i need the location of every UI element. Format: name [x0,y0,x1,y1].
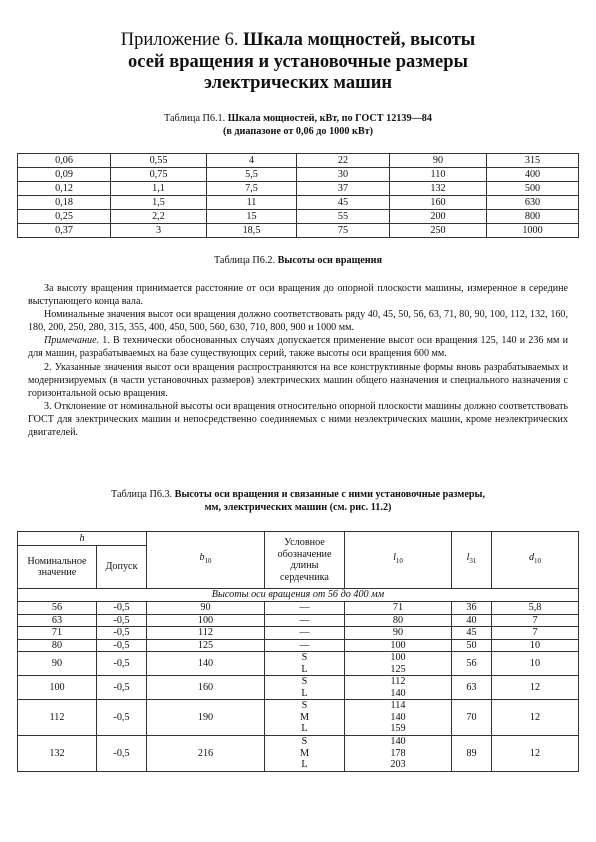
cell-b10: 216 [147,736,265,772]
header-length-designation: Условное обозначение длины сердечника [265,532,345,589]
designation-value: M [299,711,310,723]
cell-tolerance: -0,5 [97,602,147,615]
cell-length-designation [265,736,345,772]
table-cell: 0,25 [18,210,111,224]
table-cell: 11 [207,196,297,210]
cell-tolerance: -0,5 [97,627,147,640]
cell-l10 [345,700,452,736]
table-cell: 0,37 [18,224,111,238]
designation-value: L [301,663,308,675]
cell-l10 [345,736,452,772]
cell-l10 [345,602,452,615]
cell-length-designation [265,676,345,700]
mounting-dimensions-table-header [18,532,579,602]
l10-value: 140 [390,711,406,723]
cell-length-designation [265,602,345,615]
cell-length-designation [265,700,345,736]
cell-nominal-height: 80 [18,639,97,652]
cell-nominal-height: 56 [18,602,97,615]
table-row [18,639,579,652]
designation-value: — [299,639,310,651]
l10-value: 159 [390,723,406,735]
cell-d10: 10 [492,652,579,676]
table-cell: 1,1 [111,182,207,196]
table-cell: 37 [297,182,390,196]
cell-l10 [345,639,452,652]
designation-value: — [299,627,310,638]
designation-value: S [301,736,308,748]
table-row [18,224,579,238]
cell-nominal-height: 63 [18,614,97,627]
cell-tolerance: -0,5 [97,652,147,676]
l10-value: 90 [392,627,404,638]
paragraph-nominal-values: Номинальные значения высот оси вращения должно соответствовать ряду 40, 45, 50, 56, 63, 71, 80, 90, 100, 112, 132, 160, 180, 200, 250, 280, 315, 355, 400, 450, 500, 560, 630, 710, 800, 900 и 1000 мм. [28,309,568,334]
table-cell: 0,18 [18,196,111,210]
table-cell: 132 [390,182,487,196]
designation-value: L [301,759,308,771]
cell-l31: 63 [452,676,492,700]
designation-value: L [301,687,308,699]
table-row [18,652,579,676]
l10-value: 80 [392,614,404,626]
cell-b10: 140 [147,652,265,676]
cell-b10: 90 [147,602,265,615]
cell-d10: 10 [492,639,579,652]
mounting-dimensions-table-body [18,602,579,772]
heading-prefix: Приложение 6. [120,30,244,50]
cell-length-designation [265,614,345,627]
cell-l31: 45 [452,627,492,640]
l10-value: 71 [392,602,404,613]
table2-caption-prefix: Таблица П6.2. [213,255,278,266]
table-cell: 90 [390,154,487,168]
table-cell: 0,55 [111,154,207,168]
cell-b10: 160 [147,676,265,700]
cell-l10 [345,614,452,627]
table-cell: 1000 [487,224,579,238]
power-scale-table-body [18,154,579,238]
page-heading [60,30,536,95]
cell-tolerance: -0,5 [97,639,147,652]
l10-value: 203 [390,759,406,771]
designation-value: S [301,652,308,663]
table-cell: 630 [487,196,579,210]
table-cell: 15 [207,210,297,224]
table-row [18,627,579,640]
l10-value: 114 [390,700,406,712]
cell-length-designation [265,627,345,640]
power-scale-table [17,153,579,238]
cell-l31: 70 [452,700,492,736]
cell-b10: 190 [147,700,265,736]
table-row [18,614,579,627]
header-b10: $b_{10}$ [147,532,265,589]
cell-l10 [345,652,452,676]
table-cell: 5,5 [207,168,297,182]
designation-value: — [299,614,310,626]
designation-value: L [301,723,308,735]
paragraph-note-1 [28,334,568,360]
cell-nominal-height: 132 [18,736,97,772]
cell-l10 [345,676,452,700]
designation-value: S [301,700,308,712]
cell-l31: 50 [452,639,492,652]
table1-caption-title: Шкала мощностей, кВт, по ГОСТ 12139—84 [227,113,432,124]
note-label: Примечание. [44,335,100,347]
cell-l31: 36 [452,602,492,615]
cell-b10: 112 [147,627,265,640]
designation-value: S [301,676,308,687]
cell-nominal-height: 112 [18,700,97,736]
table-row [18,602,579,615]
table-row [18,196,579,210]
table-cell: 500 [487,182,579,196]
cell-nominal-height: 71 [18,627,97,640]
paragraph-note-2: 2. Указанные значения высот оси вращения распространяются на все конструктивные формы вновь разрабатываемых и модернизируемых (в части установочных размеров) электрических машин общего назначения и специального назначения с горизонтальной осью вращения. [28,361,568,399]
cell-l31: 40 [452,614,492,627]
table-row [18,210,579,224]
header-tolerance: Допуск [97,546,147,589]
table3-caption-prefix: Таблица П6.3. [110,489,175,500]
l10-value: 178 [390,747,406,759]
header-h: h [18,532,147,546]
paragraph-definition: За высоту вращения принимается расстояние от оси вращения до опорной плоскости машины, измеренное в середине выступающего конца вала. [28,283,568,308]
table-cell: 160 [390,196,487,210]
table-row [18,168,579,182]
table2-caption-title: Высоты оси вращения [277,255,383,266]
cell-nominal-height: 90 [18,652,97,676]
table-cell: 0,09 [18,168,111,182]
heading-line1: Шкала мощностей, высоты [243,30,476,50]
l10-value: 140 [390,736,406,748]
table3-caption-line2: мм, электрических машин (см. рис. 11.2) [204,502,392,513]
l10-value: 100 [390,652,406,663]
table1-caption [40,112,556,138]
cell-tolerance: -0,5 [97,614,147,627]
l10-value: 100 [390,639,406,651]
l10-value: 140 [390,687,406,699]
table-cell: 4 [207,154,297,168]
cell-b10: 125 [147,639,265,652]
table-cell: 3 [111,224,207,238]
section-label: Высоты оси вращения от 56 до 400 мм [18,589,579,602]
table-row [18,154,579,168]
designation-value: — [299,602,310,613]
mounting-dimensions-table [17,531,579,772]
table-cell: 22 [297,154,390,168]
table-cell: 18,5 [207,224,297,238]
table-cell: 0,06 [18,154,111,168]
cell-d10: 7 [492,614,579,627]
table-row [18,700,579,736]
table1-caption-prefix: Таблица П6.1. [164,113,228,124]
header-nominal-value: Номинальное значение [18,546,97,589]
cell-tolerance: -0,5 [97,736,147,772]
designation-value: M [299,747,310,759]
header-d10: $d_{10}$ [492,532,579,589]
cell-tolerance: -0,5 [97,676,147,700]
table-cell: 75 [297,224,390,238]
table-cell: 200 [390,210,487,224]
paragraph-note-3: 3. Отклонение от номинальной высоты оси вращения относительно опорной плоскости машины должно соответствовать ГОСТ для электрических машин и непосредственно соединяемых с ними неэлектрических машин, кроме неэлектрических двигателей. [28,400,568,439]
table3-caption-title: Высоты оси вращения и связанные с ними установочные размеры, [174,489,486,500]
cell-d10: 12 [492,676,579,700]
note-1-text: 1. В технически обоснованных случаях допускается применение высот оси вращения 125, 140 и 236 мм и для машин, разрабатываемых на базе существующих серий, также высоты оси вращения 600 мм. [28,335,568,360]
header-l31: $l_{31}$ [452,532,492,589]
table-cell: 1,5 [111,196,207,210]
header-l10: $l_{10}$ [345,532,452,589]
table-cell: 400 [487,168,579,182]
cell-d10: 7 [492,627,579,640]
table-row [18,676,579,700]
table-cell: 315 [487,154,579,168]
table-cell: 250 [390,224,487,238]
table2-caption [40,254,556,267]
l10-value: 112 [390,676,406,687]
cell-tolerance: -0,5 [97,700,147,736]
cell-length-designation [265,652,345,676]
table-cell: 30 [297,168,390,182]
cell-d10: 5,8 [492,602,579,615]
l10-value: 125 [390,663,406,675]
heading-line2: осей вращения и установочные размеры [128,51,468,72]
table-cell: 45 [297,196,390,210]
table-cell: 2,2 [111,210,207,224]
table3-caption [40,488,556,514]
body-text [28,282,568,439]
cell-length-designation [265,639,345,652]
table-cell: 7,5 [207,182,297,196]
cell-b10: 100 [147,614,265,627]
cell-d10: 12 [492,736,579,772]
table-row [18,736,579,772]
table1-caption-range: (в диапазоне от 0,06 до 1000 кВт) [222,126,374,137]
cell-nominal-height: 100 [18,676,97,700]
heading-line3: электрических машин [203,73,393,93]
cell-l31: 89 [452,736,492,772]
table-cell: 110 [390,168,487,182]
cell-d10: 12 [492,700,579,736]
table-cell: 55 [297,210,390,224]
table-cell: 0,75 [111,168,207,182]
cell-l31: 56 [452,652,492,676]
cell-l10 [345,627,452,640]
table-row [18,182,579,196]
table-cell: 800 [487,210,579,224]
table-cell: 0,12 [18,182,111,196]
